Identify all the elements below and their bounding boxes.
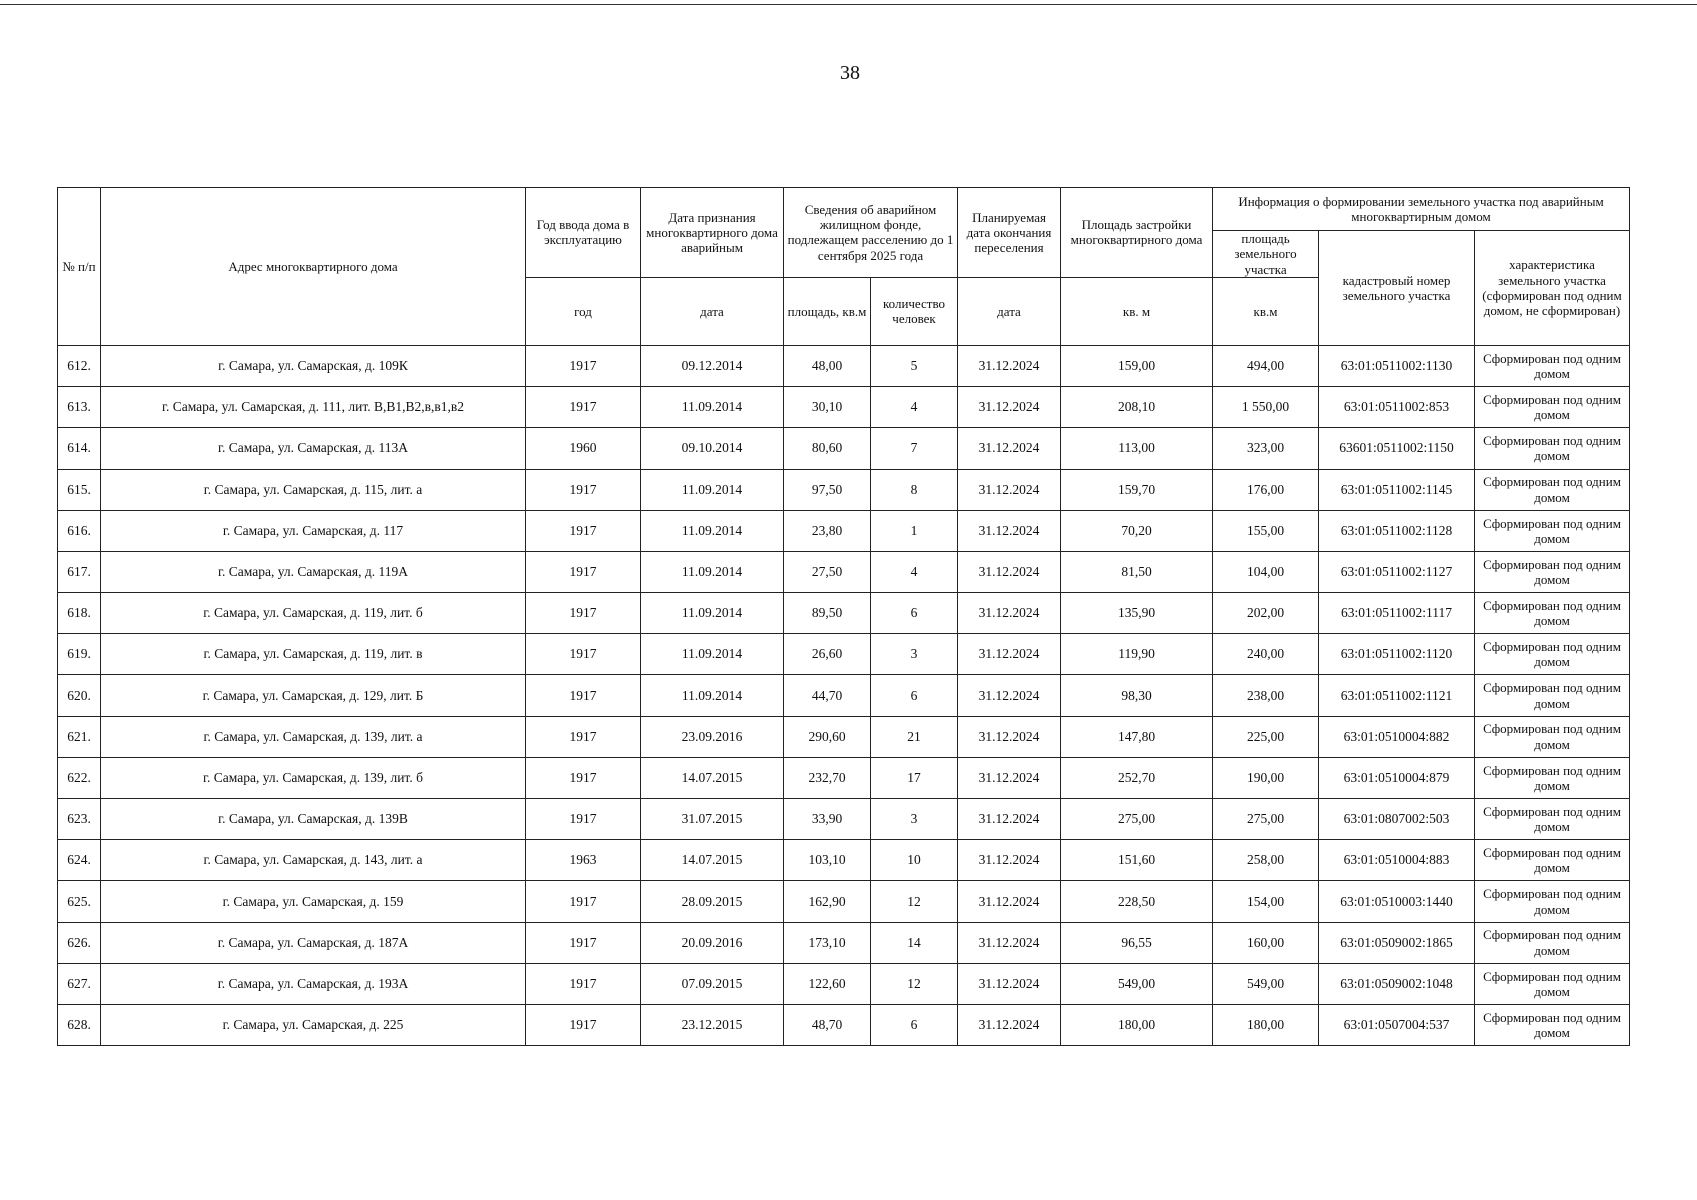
- table-row: [58, 428, 1630, 469]
- row-cadastral: 63:01:0511002:1145: [1319, 469, 1475, 510]
- row-planned-date: 31.12.2024: [958, 551, 1061, 592]
- row-land-area: 323,00: [1213, 428, 1319, 469]
- row-area: 26,60: [784, 634, 871, 675]
- row-land-area: 176,00: [1213, 469, 1319, 510]
- row-num: 627.: [58, 963, 101, 1004]
- row-num: 617.: [58, 551, 101, 592]
- row-num: 624.: [58, 840, 101, 881]
- row-build-area: 252,70: [1061, 757, 1213, 798]
- row-area: 173,10: [784, 922, 871, 963]
- row-land-area: 258,00: [1213, 840, 1319, 881]
- row-status: Сформирован под одним домом: [1475, 593, 1630, 634]
- row-people: 14: [871, 922, 958, 963]
- row-status: Сформирован под одним домом: [1475, 922, 1630, 963]
- row-land-area: 225,00: [1213, 716, 1319, 757]
- row-planned-date: 31.12.2024: [958, 1004, 1061, 1045]
- table-row: [58, 922, 1630, 963]
- row-year: 1917: [526, 510, 641, 551]
- row-planned-date: 31.12.2024: [958, 593, 1061, 634]
- row-date-recognized: 28.09.2015: [641, 881, 784, 922]
- row-year: 1917: [526, 881, 641, 922]
- row-cadastral: 63:01:0511002:1128: [1319, 510, 1475, 551]
- page-number: 38: [840, 62, 860, 84]
- row-address: г. Самара, ул. Самарская, д. 129, лит. Б: [101, 675, 526, 716]
- row-land-area: 160,00: [1213, 922, 1319, 963]
- row-year: 1917: [526, 757, 641, 798]
- row-num: 623.: [58, 799, 101, 840]
- row-people: 4: [871, 551, 958, 592]
- row-build-area: 96,55: [1061, 922, 1213, 963]
- row-planned-date: 31.12.2024: [958, 799, 1061, 840]
- row-year: 1917: [526, 634, 641, 675]
- row-people: 4: [871, 387, 958, 428]
- row-address: г. Самара, ул. Самарская, д. 119, лит. б: [101, 593, 526, 634]
- row-year: 1917: [526, 345, 641, 386]
- row-status: Сформирован под одним домом: [1475, 1004, 1630, 1045]
- header-land-info: Информация о формировании земельного участка под аварийным многоквартирным домом: [1213, 188, 1630, 231]
- header-address: Адрес многоквартирного дома: [101, 188, 526, 346]
- row-address: г. Самара, ул. Самарская, д. 159: [101, 881, 526, 922]
- row-planned-date: 31.12.2024: [958, 428, 1061, 469]
- header-planned-date: Планируемая дата окончания переселения: [958, 188, 1061, 278]
- header-fund-info: Сведения об аварийном жилищном фонде, подлежащем расселению до 1 сентября 2025 года: [784, 188, 958, 278]
- row-date-recognized: 20.09.2016: [641, 922, 784, 963]
- row-status: Сформирован под одним домом: [1475, 716, 1630, 757]
- row-address: г. Самара, ул. Самарская, д. 143, лит. а: [101, 840, 526, 881]
- unit-date: дата: [641, 277, 784, 345]
- row-build-area: 180,00: [1061, 1004, 1213, 1045]
- row-land-area: 275,00: [1213, 799, 1319, 840]
- row-build-area: 228,50: [1061, 881, 1213, 922]
- row-land-area: 238,00: [1213, 675, 1319, 716]
- row-num: 615.: [58, 469, 101, 510]
- row-address: г. Самара, ул. Самарская, д. 119А: [101, 551, 526, 592]
- row-area: 23,80: [784, 510, 871, 551]
- row-year: 1917: [526, 716, 641, 757]
- table-row: [58, 551, 1630, 592]
- row-date-recognized: 14.07.2015: [641, 840, 784, 881]
- table-row: [58, 387, 1630, 428]
- row-people: 3: [871, 799, 958, 840]
- row-planned-date: 31.12.2024: [958, 716, 1061, 757]
- unit-people: количество человек: [871, 277, 958, 345]
- row-cadastral: 63:01:0507004:537: [1319, 1004, 1475, 1045]
- row-date-recognized: 09.10.2014: [641, 428, 784, 469]
- row-land-area: 202,00: [1213, 593, 1319, 634]
- header-cadastral: кадастровый номер земельного участка: [1319, 231, 1475, 346]
- table-row: [58, 675, 1630, 716]
- row-area: 97,50: [784, 469, 871, 510]
- row-date-recognized: 11.09.2014: [641, 634, 784, 675]
- table-row: [58, 469, 1630, 510]
- row-people: 6: [871, 675, 958, 716]
- row-cadastral: 63:01:0509002:1048: [1319, 963, 1475, 1004]
- row-area: 44,70: [784, 675, 871, 716]
- row-land-area: 154,00: [1213, 881, 1319, 922]
- row-build-area: 159,00: [1061, 345, 1213, 386]
- header-land-char: характеристика земельного участка (сформирован под одним домом, не сформирован): [1475, 231, 1630, 346]
- unit-build-area: кв. м: [1061, 277, 1213, 345]
- row-address: г. Самара, ул. Самарская, д. 109К: [101, 345, 526, 386]
- table-row: [58, 963, 1630, 1004]
- row-status: Сформирован под одним домом: [1475, 963, 1630, 1004]
- row-people: 3: [871, 634, 958, 675]
- row-land-area: 104,00: [1213, 551, 1319, 592]
- header-date-recognized: Дата признания многоквартирного дома аварийным: [641, 188, 784, 278]
- row-num: 625.: [58, 881, 101, 922]
- row-build-area: 159,70: [1061, 469, 1213, 510]
- row-address: г. Самара, ул. Самарская, д. 187А: [101, 922, 526, 963]
- header-num: № п/п: [58, 188, 101, 346]
- row-status: Сформирован под одним домом: [1475, 757, 1630, 798]
- row-status: Сформирован под одним домом: [1475, 634, 1630, 675]
- row-build-area: 70,20: [1061, 510, 1213, 551]
- row-land-area: 549,00: [1213, 963, 1319, 1004]
- row-year: 1917: [526, 922, 641, 963]
- row-num: 619.: [58, 634, 101, 675]
- row-people: 10: [871, 840, 958, 881]
- row-build-area: 208,10: [1061, 387, 1213, 428]
- row-num: 614.: [58, 428, 101, 469]
- row-status: Сформирован под одним домом: [1475, 510, 1630, 551]
- row-area: 80,60: [784, 428, 871, 469]
- row-date-recognized: 09.12.2014: [641, 345, 784, 386]
- row-date-recognized: 11.09.2014: [641, 675, 784, 716]
- row-people: 12: [871, 881, 958, 922]
- row-year: 1960: [526, 428, 641, 469]
- row-planned-date: 31.12.2024: [958, 634, 1061, 675]
- row-cadastral: 63:01:0511002:1120: [1319, 634, 1475, 675]
- row-area: 122,60: [784, 963, 871, 1004]
- row-area: 48,00: [784, 345, 871, 386]
- unit-land-area: кв.м: [1213, 277, 1319, 345]
- row-num: 616.: [58, 510, 101, 551]
- row-cadastral: 63:01:0510003:1440: [1319, 881, 1475, 922]
- row-land-area: 1 550,00: [1213, 387, 1319, 428]
- row-planned-date: 31.12.2024: [958, 675, 1061, 716]
- row-build-area: 275,00: [1061, 799, 1213, 840]
- row-build-area: 151,60: [1061, 840, 1213, 881]
- row-people: 6: [871, 1004, 958, 1045]
- row-year: 1917: [526, 551, 641, 592]
- row-status: Сформирован под одним домом: [1475, 345, 1630, 386]
- row-num: 626.: [58, 922, 101, 963]
- row-date-recognized: 07.09.2015: [641, 963, 784, 1004]
- row-status: Сформирован под одним домом: [1475, 840, 1630, 881]
- row-cadastral: 63:01:0807002:503: [1319, 799, 1475, 840]
- row-year: 1917: [526, 963, 641, 1004]
- row-planned-date: 31.12.2024: [958, 881, 1061, 922]
- top-rule: [0, 4, 1697, 5]
- row-address: г. Самара, ул. Самарская, д. 111, лит. В,В1,В2,в,в1,в2: [101, 387, 526, 428]
- row-num: 621.: [58, 716, 101, 757]
- row-area: 232,70: [784, 757, 871, 798]
- unit-year: год: [526, 277, 641, 345]
- row-address: г. Самара, ул. Самарская, д. 225: [101, 1004, 526, 1045]
- row-cadastral: 63:01:0509002:1865: [1319, 922, 1475, 963]
- row-year: 1917: [526, 593, 641, 634]
- row-area: 103,10: [784, 840, 871, 881]
- row-planned-date: 31.12.2024: [958, 469, 1061, 510]
- row-year: 1917: [526, 675, 641, 716]
- row-land-area: 180,00: [1213, 1004, 1319, 1045]
- row-cadastral: 63:01:0511002:853: [1319, 387, 1475, 428]
- row-date-recognized: 11.09.2014: [641, 551, 784, 592]
- unit-area: площадь, кв.м: [784, 277, 871, 345]
- row-cadastral: 63:01:0511002:1117: [1319, 593, 1475, 634]
- row-people: 1: [871, 510, 958, 551]
- row-date-recognized: 11.09.2014: [641, 469, 784, 510]
- row-cadastral: 63:01:0511002:1127: [1319, 551, 1475, 592]
- row-date-recognized: 11.09.2014: [641, 593, 784, 634]
- row-people: 7: [871, 428, 958, 469]
- row-area: 89,50: [784, 593, 871, 634]
- row-status: Сформирован под одним домом: [1475, 881, 1630, 922]
- header-land-area: площадь земельного участка: [1213, 231, 1319, 278]
- row-year: 1917: [526, 1004, 641, 1045]
- table-row: [58, 510, 1630, 551]
- table-row: [58, 840, 1630, 881]
- emergency-housing-table: [57, 187, 1630, 1046]
- table-row: [58, 593, 1630, 634]
- row-area: 162,90: [784, 881, 871, 922]
- row-people: 6: [871, 593, 958, 634]
- row-cadastral: 63601:0511002:1150: [1319, 428, 1475, 469]
- unit-planned-date: дата: [958, 277, 1061, 345]
- row-status: Сформирован под одним домом: [1475, 799, 1630, 840]
- row-planned-date: 31.12.2024: [958, 963, 1061, 1004]
- row-date-recognized: 31.07.2015: [641, 799, 784, 840]
- row-status: Сформирован под одним домом: [1475, 675, 1630, 716]
- row-address: г. Самара, ул. Самарская, д. 115, лит. а: [101, 469, 526, 510]
- row-num: 618.: [58, 593, 101, 634]
- table-row: [58, 881, 1630, 922]
- row-status: Сформирован под одним домом: [1475, 428, 1630, 469]
- row-num: 613.: [58, 387, 101, 428]
- row-planned-date: 31.12.2024: [958, 840, 1061, 881]
- row-cadastral: 63:01:0510004:882: [1319, 716, 1475, 757]
- row-address: г. Самара, ул. Самарская, д. 113А: [101, 428, 526, 469]
- table-row: [58, 1004, 1630, 1045]
- row-num: 612.: [58, 345, 101, 386]
- row-build-area: 119,90: [1061, 634, 1213, 675]
- table-row: [58, 799, 1630, 840]
- row-address: г. Самара, ул. Самарская, д. 139, лит. б: [101, 757, 526, 798]
- row-planned-date: 31.12.2024: [958, 922, 1061, 963]
- row-address: г. Самара, ул. Самарская, д. 193А: [101, 963, 526, 1004]
- row-build-area: 549,00: [1061, 963, 1213, 1004]
- row-status: Сформирован под одним домом: [1475, 387, 1630, 428]
- row-num: 622.: [58, 757, 101, 798]
- row-area: 33,90: [784, 799, 871, 840]
- row-planned-date: 31.12.2024: [958, 345, 1061, 386]
- row-area: 290,60: [784, 716, 871, 757]
- row-date-recognized: 11.09.2014: [641, 387, 784, 428]
- table-body: [58, 345, 1630, 1045]
- row-people: 17: [871, 757, 958, 798]
- row-build-area: 113,00: [1061, 428, 1213, 469]
- row-year: 1963: [526, 840, 641, 881]
- table-row: [58, 716, 1630, 757]
- row-date-recognized: 14.07.2015: [641, 757, 784, 798]
- row-land-area: 155,00: [1213, 510, 1319, 551]
- row-people: 21: [871, 716, 958, 757]
- row-date-recognized: 23.12.2015: [641, 1004, 784, 1045]
- row-address: г. Самара, ул. Самарская, д. 139В: [101, 799, 526, 840]
- table-row: [58, 345, 1630, 386]
- row-date-recognized: 23.09.2016: [641, 716, 784, 757]
- row-land-area: 190,00: [1213, 757, 1319, 798]
- row-cadastral: 63:01:0510004:879: [1319, 757, 1475, 798]
- row-people: 8: [871, 469, 958, 510]
- row-build-area: 147,80: [1061, 716, 1213, 757]
- row-num: 620.: [58, 675, 101, 716]
- row-year: 1917: [526, 387, 641, 428]
- row-year: 1917: [526, 799, 641, 840]
- row-land-area: 240,00: [1213, 634, 1319, 675]
- row-build-area: 81,50: [1061, 551, 1213, 592]
- row-num: 628.: [58, 1004, 101, 1045]
- row-land-area: 494,00: [1213, 345, 1319, 386]
- row-date-recognized: 11.09.2014: [641, 510, 784, 551]
- row-planned-date: 31.12.2024: [958, 757, 1061, 798]
- row-planned-date: 31.12.2024: [958, 510, 1061, 551]
- table-row: [58, 757, 1630, 798]
- row-status: Сформирован под одним домом: [1475, 551, 1630, 592]
- row-planned-date: 31.12.2024: [958, 387, 1061, 428]
- row-build-area: 135,90: [1061, 593, 1213, 634]
- row-people: 5: [871, 345, 958, 386]
- row-area: 27,50: [784, 551, 871, 592]
- header-build-area: Площадь застройки многоквартирного дома: [1061, 188, 1213, 278]
- row-status: Сформирован под одним домом: [1475, 469, 1630, 510]
- row-address: г. Самара, ул. Самарская, д. 119, лит. в: [101, 634, 526, 675]
- row-cadastral: 63:01:0510004:883: [1319, 840, 1475, 881]
- row-cadastral: 63:01:0511002:1121: [1319, 675, 1475, 716]
- row-build-area: 98,30: [1061, 675, 1213, 716]
- row-address: г. Самара, ул. Самарская, д. 139, лит. а: [101, 716, 526, 757]
- row-area: 30,10: [784, 387, 871, 428]
- header-year: Год ввода дома в эксплуатацию: [526, 188, 641, 278]
- row-year: 1917: [526, 469, 641, 510]
- row-address: г. Самара, ул. Самарская, д. 117: [101, 510, 526, 551]
- row-cadastral: 63:01:0511002:1130: [1319, 345, 1475, 386]
- table-row: [58, 634, 1630, 675]
- row-people: 12: [871, 963, 958, 1004]
- row-area: 48,70: [784, 1004, 871, 1045]
